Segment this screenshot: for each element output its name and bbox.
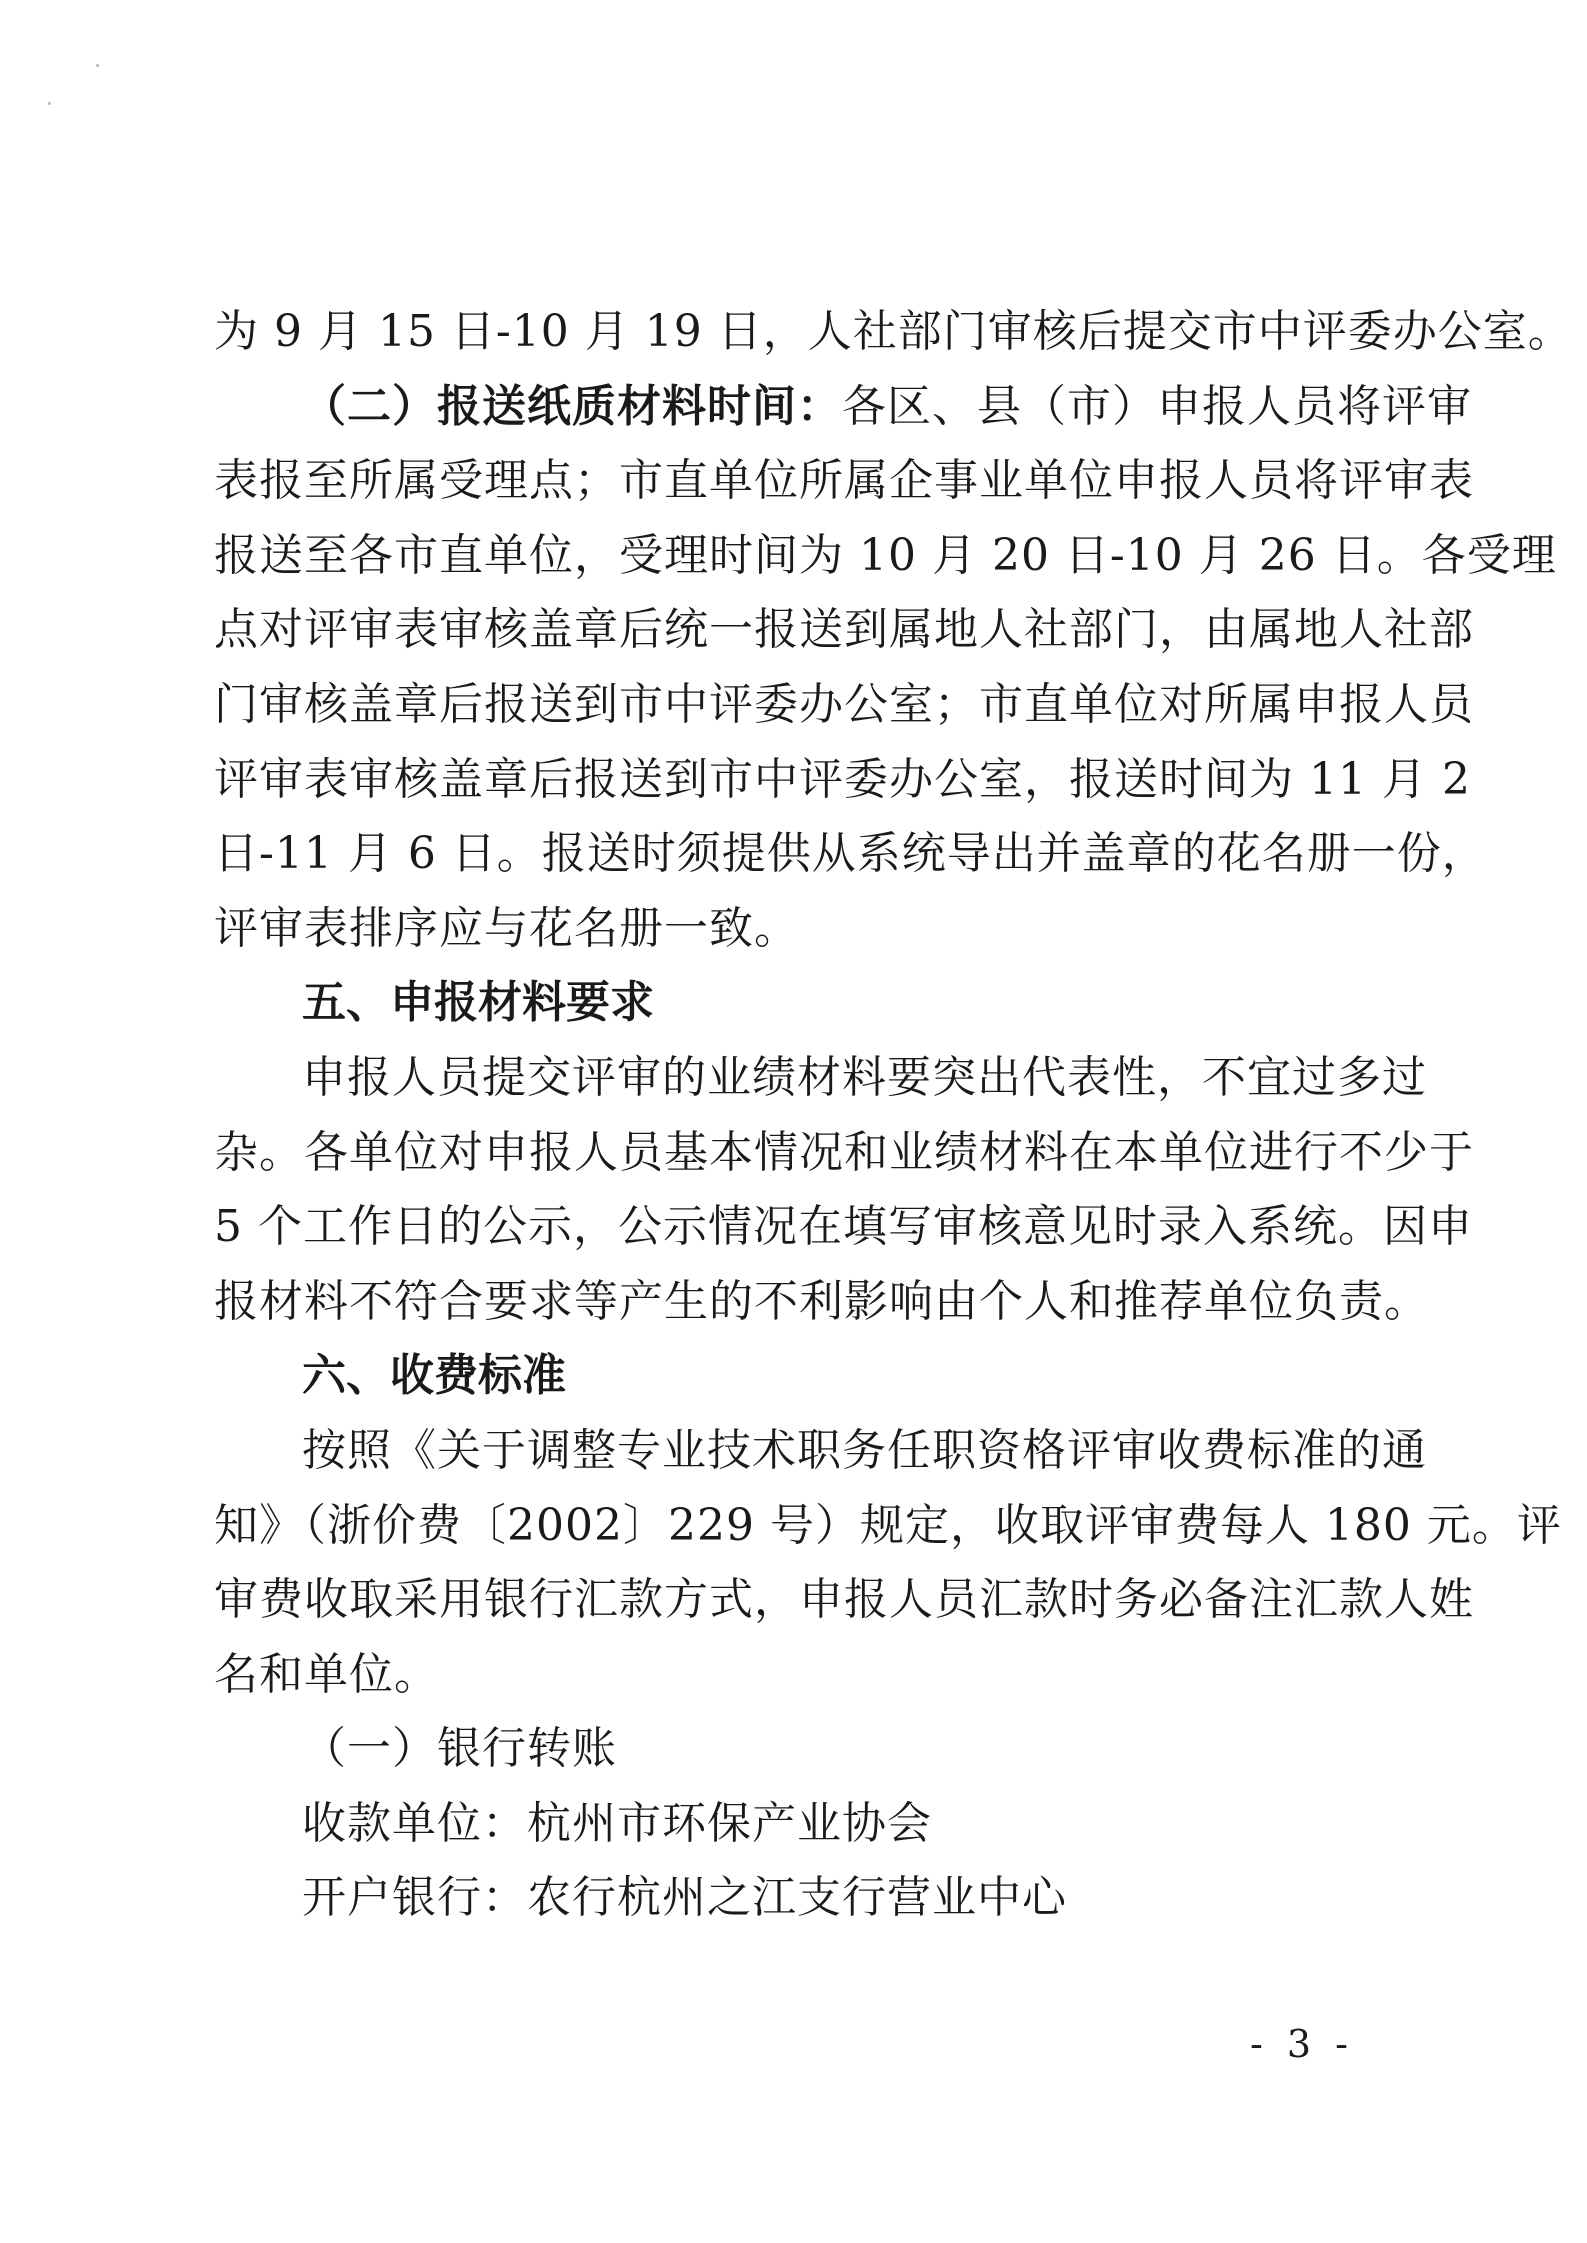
section-heading-materials: 五、申报材料要求 xyxy=(302,977,654,1029)
paragraph-line: 报送至各市直单位，受理时间为 10 月 20 日-10 月 26 日。各受理 xyxy=(214,529,1557,581)
paragraph-line: 审费收取采用银行汇款方式，申报人员汇款时务必备注汇款人姓 xyxy=(214,1574,1474,1626)
paragraph-line: 按照《关于调整专业技术职务任职资格评审收费标准的通 xyxy=(302,1424,1427,1476)
subheading-paper-time: （二）报送纸质材料时间： xyxy=(302,380,842,432)
paragraph-line: 知》（浙价费〔2002〕229 号）规定，收取评审费每人 180 元。评 xyxy=(214,1499,1562,1551)
paragraph-line xyxy=(214,370,1472,445)
paragraph-line: 申报人员提交评审的业绩材料要突出代表性，不宜过多过 xyxy=(302,1051,1427,1103)
paragraph-line: 点对评审表审核盖章后统一报送到属地人社部门，由属地人社部 xyxy=(214,604,1474,656)
paragraph-line: 日-11 月 6 日。报送时须提供从系统导出并盖章的花名册一份， xyxy=(214,828,1487,880)
subheading-bank-transfer: （一）银行转账 xyxy=(302,1723,617,1775)
payee-line: 收款单位：杭州市环保产业协会 xyxy=(302,1797,932,1849)
scan-speck xyxy=(48,102,51,105)
paragraph-line: 评审表审核盖章后报送到市中评委办公室，报送时间为 11 月 2 xyxy=(214,753,1471,805)
section-heading-fees: 六、收费标准 xyxy=(302,1350,566,1402)
paragraph-line: 名和单位。 xyxy=(214,1648,439,1700)
paragraph-line: 5 个工作日的公示，公示情况在填写审核意见时录入系统。因申 xyxy=(214,1201,1473,1253)
paragraph-line: 杂。各单位对申报人员基本情况和业绩材料在本单位进行不少于 xyxy=(214,1126,1474,1178)
paragraph-line: 报材料不符合要求等产生的不利影响由个人和推荐单位负责。 xyxy=(214,1275,1429,1327)
paragraph-line: 评审表排序应与花名册一致。 xyxy=(214,902,799,954)
paragraph-text: 各区、县（市）申报人员将评审 xyxy=(842,380,1472,432)
paragraph-line: 为 9 月 15 日-10 月 19 日，人社部门审核后提交市中评委办公室。 xyxy=(214,306,1573,357)
paragraph-line: 门审核盖章后报送到市中评委办公室；市直单位对所属申报人员 xyxy=(214,678,1474,730)
bank-line: 开户银行：农行杭州之江支行营业中心 xyxy=(302,1872,1067,1924)
body-text xyxy=(214,295,1573,1936)
paragraph-line: 表报至所属受理点；市直单位所属企事业单位申报人员将评审表 xyxy=(214,455,1474,507)
scan-speck xyxy=(96,64,99,67)
page-number: - 3 - xyxy=(1250,2022,1355,2066)
